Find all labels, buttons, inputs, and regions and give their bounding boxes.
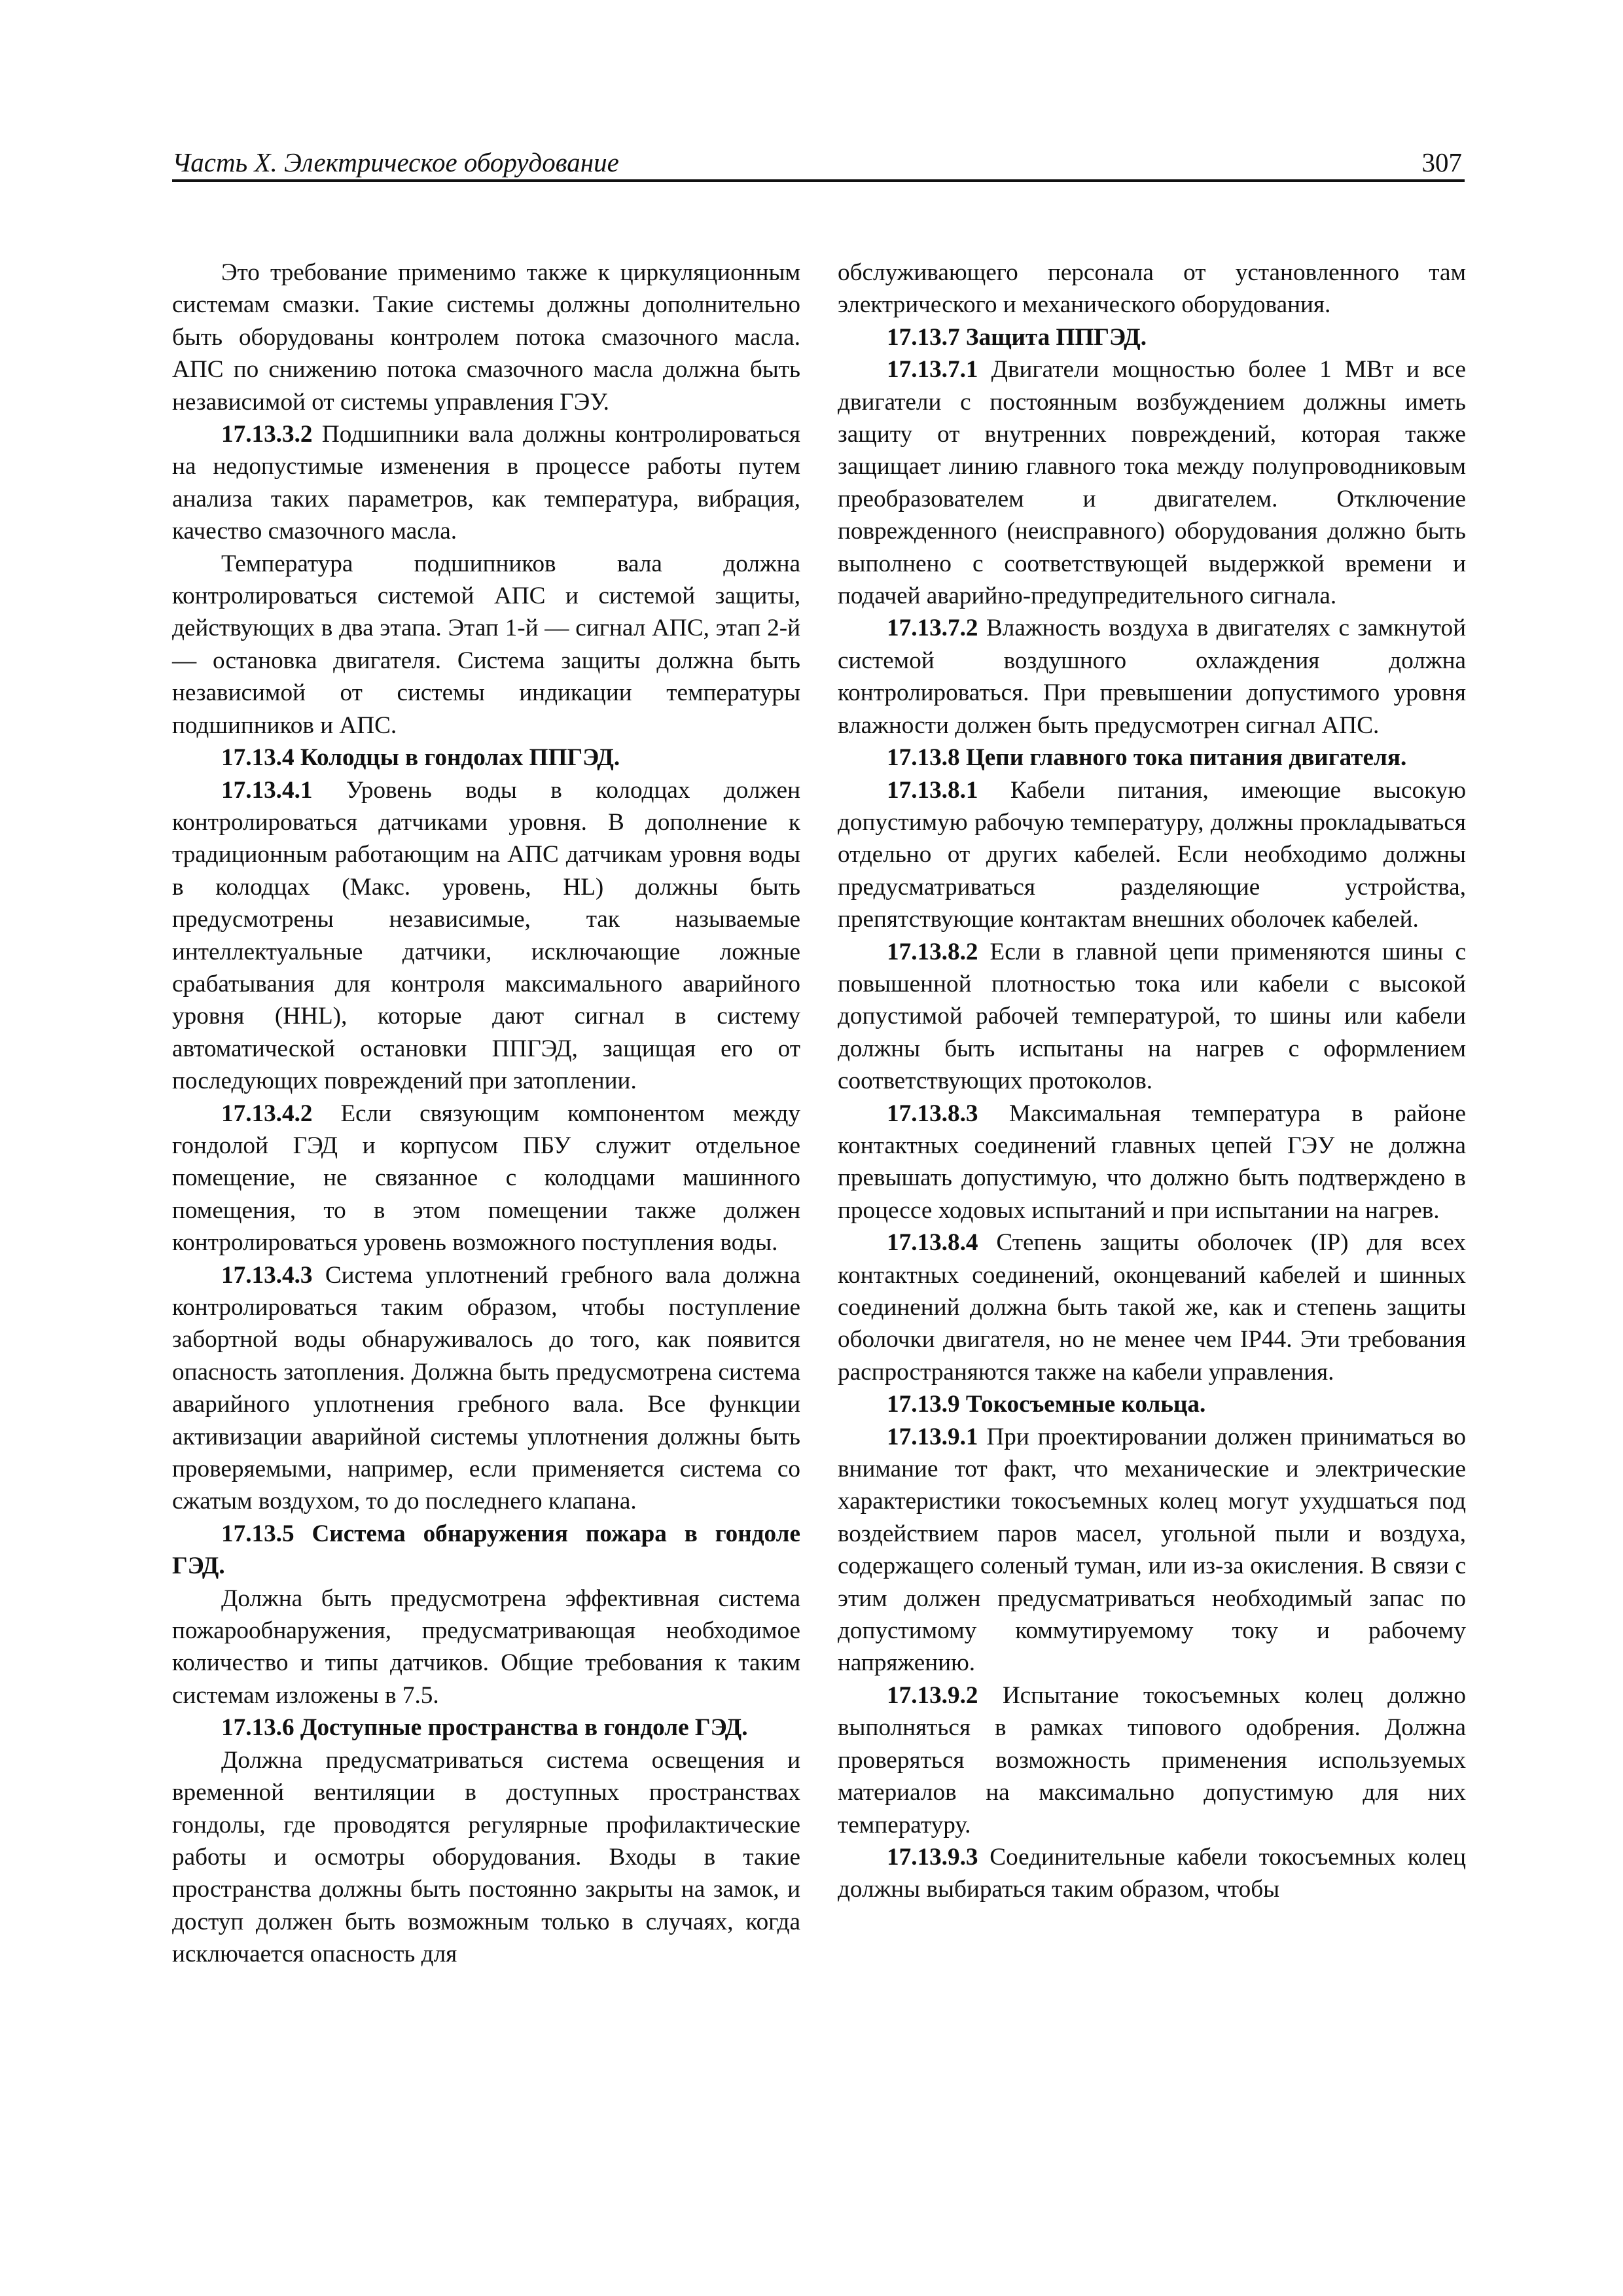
clause-number: 17.13.9.2	[887, 1681, 978, 1709]
right-column	[838, 257, 1466, 1906]
paragraph	[838, 1679, 1466, 1841]
paragraph-text: Кабели питания, имеющие высокую допустимую рабочую температуру, должны прокладываться отдельно от других кабелей. Если необходимо должны предусматриваться разделяющие устройства, препятствующие контактам внешних оболочек кабелей.	[838, 776, 1466, 933]
paragraph: обслуживающего персонала от установленного там электрического и механического оборудования.	[838, 259, 1466, 319]
paragraph-text: Двигатели мощностью более 1 МВт и все двигатели с постоянным возбуждением должны иметь защиту от внутренних повреждений, которая также защищает линию главного тока между полупроводниковым преобразователем и двигателем. Отключение поврежденного (неисправного) оборудования должно быть выполнено с соответствующей выдержкой времени и подачей аварийно-предупредительного сигнала.	[838, 356, 1466, 610]
paragraph	[838, 612, 1466, 742]
paragraph-text: Подшипники вала должны контролироваться на недопустимые изменения в процессе работы путем анализа таких параметров, как температура, вибрация, качество смазочного масла.	[172, 421, 800, 545]
running-header	[172, 145, 1465, 182]
paragraph	[838, 1098, 1466, 1227]
section-heading: 17.13.8 Цепи главного тока питания двигателя.	[887, 744, 1407, 772]
clause-number: 17.13.7.2	[887, 615, 978, 642]
paragraph	[838, 1421, 1466, 1679]
paragraph: Это требование применимо также к циркуляционным системам смазки. Такие системы должны дополнительно быть оборудованы контролем потока смазочного масла. АПС по снижению потока смазочного масла должна быть независимой от системы управления ГЭУ.	[172, 259, 800, 416]
paragraph-text: При проектировании должен приниматься во внимание тот факт, что механические и электрические характеристики токосъемных колец могут ухудшаться под воздействием паров масел, угольной пыли и воздуха, содержащего соленый туман, или из-за окисления. В связи с этим должен предусматриваться необходимый запас по допустимому коммутируемому току и рабочему напряжению.	[838, 1423, 1466, 1677]
paragraph-text: Испытание токосъемных колец должно выполняться в рамках типового одобрения. Должна проверяться возможность применения используемых материалов на максимально допустимую для них температуру.	[838, 1681, 1466, 1839]
section-heading: 17.13.6 Доступные пространства в гондоле ГЭД.	[221, 1714, 748, 1742]
paragraph-text: Если в главной цепи применяются шины с повышенной плотностью тока или кабели с высокой допустимой рабочей температурой, то шины или кабели должны быть испытаны на нагрев с оформлением соответствующих протоколов.	[838, 938, 1466, 1095]
part-title: Часть X. Электрическое оборудование	[172, 147, 619, 177]
paragraph	[838, 1227, 1466, 1388]
paragraph	[172, 418, 800, 548]
section-heading: 17.13.9 Токосъемные кольца.	[887, 1391, 1206, 1418]
section-heading: 17.13.7 Защита ППГЭД.	[887, 323, 1147, 351]
paragraph	[172, 774, 800, 1098]
section-heading: 17.13.5 Система обнаружения пожара в гондоле ГЭД.	[172, 1520, 800, 1580]
paragraph	[838, 936, 1466, 1098]
paragraph: Должна быть предусмотрена эффективная система пожарообнаружения, предусматривающая необходимое количество и типы датчиков. Общие требования к таким системам изложены в 7.5.	[172, 1585, 800, 1709]
paragraph	[838, 774, 1466, 936]
paragraph-text: Влажность воздуха в двигателях с замкнутой системой воздушного охлаждения должна контролироваться. При превышении допустимого уровня влажности должен быть предусмотрен сигнал АПС.	[838, 615, 1466, 739]
paragraph-text: Уровень воды в колодцах должен контролироваться датчиками уровня. В дополнение к традиционным работающим на АПС датчикам уровня воды в колодцах (Макс. уровень, HL) должны быть предусмотрены независимые, так называемые интеллектуальные датчики, исключающие ложные срабатывания для контроля максимального аварийного уровня (HHL), которые дают сигнал в систему автоматической остановки ППГЭД, защищая его от последующих повреждений при затоплении.	[172, 776, 800, 1095]
paragraph-text: Степень защиты оболочек (IP) для всех контактных соединений, оконцеваний кабелей и шинных соединений должна быть такой же, как и степень защиты оболочки двигателя, но не менее чем IP44. Эти требования распространяются также на кабели управления.	[838, 1229, 1466, 1386]
clause-number: 17.13.9.3	[887, 1843, 978, 1871]
clause-number: 17.13.4.3	[221, 1261, 313, 1289]
clause-number: 17.13.7.1	[887, 356, 978, 384]
clause-number: 17.13.4.2	[221, 1100, 313, 1127]
section-heading: 17.13.4 Колодцы в гондолах ППГЭД.	[221, 744, 620, 772]
paragraph	[838, 353, 1466, 612]
clause-number: 17.13.4.1	[221, 776, 313, 804]
clause-number: 17.13.9.1	[887, 1423, 978, 1450]
paragraph-text: Система уплотнений гребного вала должна контролироваться таким образом, чтобы поступление забортной воды обнаруживалось до того, как появится опасность затопления. Должна быть предусмотрена система аварийного уплотнения гребного вала. Все функции активизации аварийной системы уплотнения должны быть проверяемыми, например, если применяется система со сжатым воздухом, то до последнего клапана.	[172, 1261, 800, 1515]
paragraph-text: Если связующим компонентом между гондолой ГЭД и корпусом ПБУ служит отдельное помещение, не связанное с колодцами машинного помещения, то в этом помещении также должен контролироваться уровень возможного поступления воды.	[172, 1100, 800, 1257]
paragraph-text: Максимальная температура в районе контактных соединений главных цепей ГЭУ не должна превышать допустимую, что должно быть подтверждено в процессе ходовых испытаний и при испытании на нагрев.	[838, 1100, 1466, 1224]
paragraph-text: Соединительные кабели токосъемных колец должны выбираться таким образом, чтобы	[838, 1843, 1466, 1903]
left-column	[172, 257, 800, 1971]
paragraph: Температура подшипников вала должна контролироваться системой АПС и системой защиты, действующих в два этапа. Этап 1-й — сигнал АПС, этап 2-й — остановка двигателя. Система защиты должна быть независимой от системы индикации температуры подшипников и АПС.	[172, 550, 800, 739]
clause-number: 17.13.8.3	[887, 1100, 978, 1127]
clause-number: 17.13.8.2	[887, 938, 978, 965]
paragraph	[838, 1841, 1466, 1906]
page-number: 307	[1421, 147, 1462, 177]
clause-number: 17.13.3.2	[221, 421, 313, 448]
paragraph	[172, 1259, 800, 1518]
clause-number: 17.13.8.4	[887, 1229, 978, 1257]
clause-number: 17.13.8.1	[887, 776, 978, 804]
paragraph	[172, 1098, 800, 1259]
paragraph: Должна предусматриваться система освещения и временной вентиляции в доступных пространствах гондолы, где проводятся регулярные профилактические работы и осмотры оборудования. Входы в такие пространства должны быть постоянно закрыты на замок, и доступ должен быть возможным только в случаях, когда исключается опасность для	[172, 1746, 800, 1968]
